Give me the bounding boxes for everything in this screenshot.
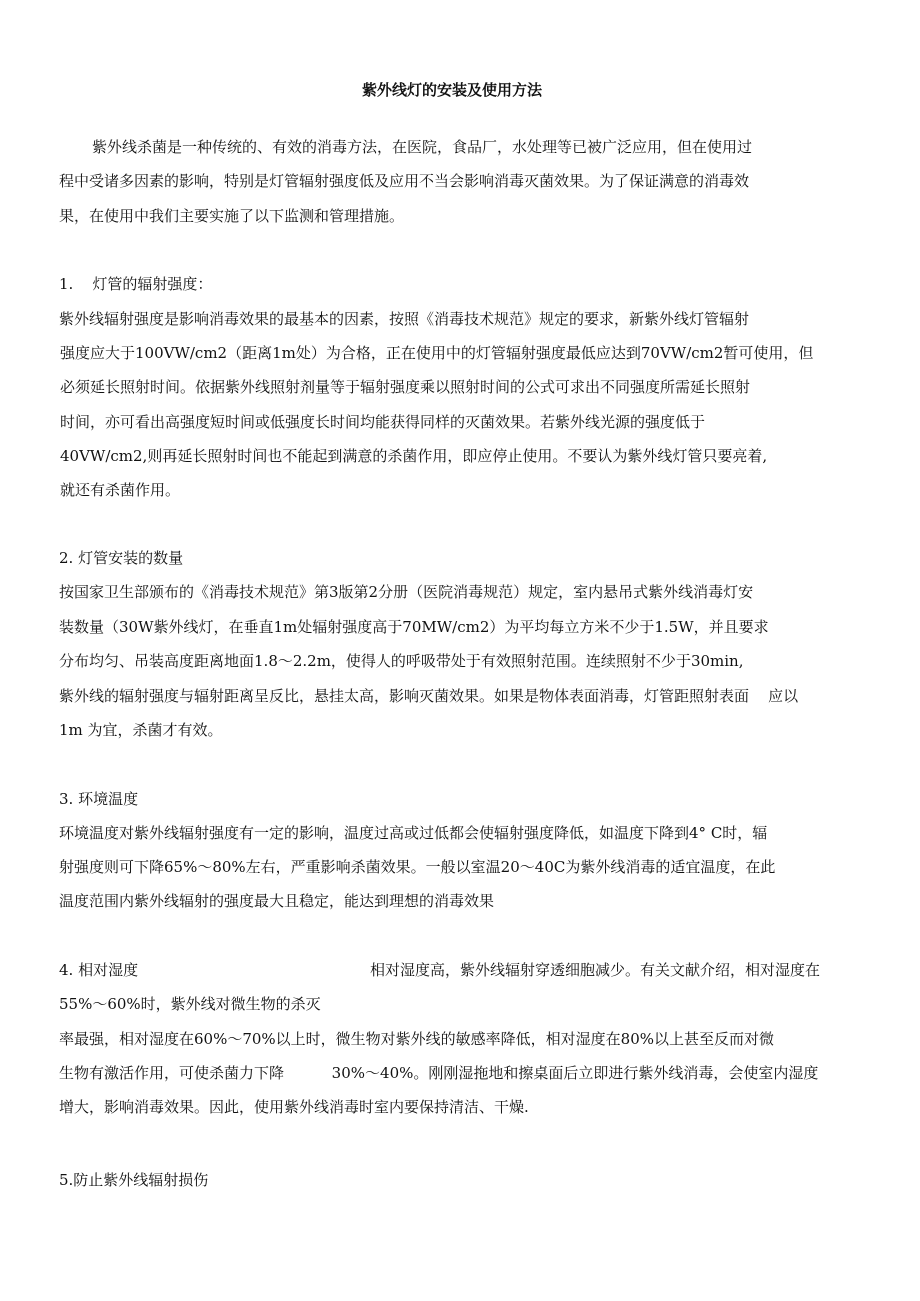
section-1-line: 紫外线辐射强度是影响消毒效果的最基本的因素，按照《消毒技术规范》规定的要求，新紫外线灯管辐射 (59, 310, 750, 328)
section-3-line: 环境温度对紫外线辐射强度有一定的影响，温度过高或过低都会使辐射强度降低，如温度下降到4° C时，辐 (59, 824, 768, 842)
section-4-heading: 4. 相对湿度 (59, 961, 139, 979)
section-4-line: 55%～60%时，紫外线对微生物的杀灭 (59, 995, 321, 1013)
intro-line: 紫外线杀菌是一种传统的、有效的消毒方法，在医院，食品厂，水处理等已被广泛应用，但在使用过 (92, 138, 753, 156)
section-2-line: 按国家卫生部颁布的《消毒技术规范》第3版第2分册（医院消毒规范）规定，室内悬吊式紫外线消毒灯安 (59, 583, 754, 601)
section-2-heading: 2. 灯管安装的数量 (59, 549, 184, 567)
section-4-line: 增大，影响消毒效果。因此，使用紫外线消毒时室内要保持清洁、干燥. (59, 1098, 529, 1116)
intro-line: 果，在使用中我们主要实施了以下监测和管理措施。 (59, 207, 405, 225)
section-4-line: 率最强，相对湿度在60%～70%以上时，微生物对紫外线的敏感率降低，相对湿度在80%以上甚至反而对微 (59, 1030, 775, 1048)
section-1-heading: 1. 灯管的辐射强度： (59, 275, 213, 293)
page-title: 紫外线灯的安装及使用方法 (362, 81, 543, 99)
section-3-line: 射强度则可下降65%～80%左右，严重影响杀菌效果。一般以室温20～40C为紫外线消毒的适宜温度，在此 (59, 858, 776, 876)
section-2-line: 紫外线的辐射强度与辐射距离呈反比，悬挂太高，影响灭菌效果。如果是物体表面消毒，灯管距照射表面 应以 (59, 687, 799, 705)
section-4-heading-right: 相对湿度高，紫外线辐射穿透细胞减少。有关文献介绍，相对湿度在 (370, 961, 821, 979)
section-3-heading: 3. 环境温度 (59, 790, 139, 808)
section-1-line: 时间，亦可看出高强度短时间或低强度长时间均能获得同样的灭菌效果。若紫外线光源的强度低于 (60, 413, 706, 431)
section-5-heading: 5.防止紫外线辐射损伤 (59, 1171, 209, 1189)
section-1-line: 就还有杀菌作用。 (60, 481, 181, 499)
section-2-line: 分布均匀、吊装高度距离地面1.8～2.2m，使得人的呼吸带处于有效照射范围。连续照射不少于30min, (59, 652, 744, 670)
section-3-line: 温度范围内紫外线辐射的强度最大且稳定，能达到理想的消毒效果 (59, 892, 495, 910)
section-1-line: 必须延长照射时间。依据紫外线照射剂量等于辐射强度乘以照射时间的公式可求出不同强度所需延长照射 (60, 378, 751, 396)
section-1-line: 40VW/cm2,则再延长照射时间也不能起到满意的杀菌作用，即应停止使用。不要认为紫外线灯管只要亮着, (60, 447, 768, 465)
intro-line: 程中受诸多因素的影响，特别是灯管辐射强度低及应用不当会影响消毒灭菌效果。为了保证满意的消毒效 (59, 172, 750, 190)
section-2-line: 1m 为宜，杀菌才有效。 (59, 721, 223, 739)
section-4-line: 生物有激活作用，可使杀菌力下降 30%～40%。刚刚湿拖地和擦桌面后立即进行紫外线消毒，会使室内湿度 (59, 1064, 819, 1082)
section-2-line: 装数量（30W紫外线灯，在垂直1m处辐射强度高于70MW/cm2）为平均每立方米不少于1.5W，并且要求 (59, 618, 769, 636)
section-1-line: 强度应大于100VW/cm2（距离1m处）为合格，正在使用中的灯管辐射强度最低应达到70VW/cm2暂可使用，但 (60, 344, 814, 362)
